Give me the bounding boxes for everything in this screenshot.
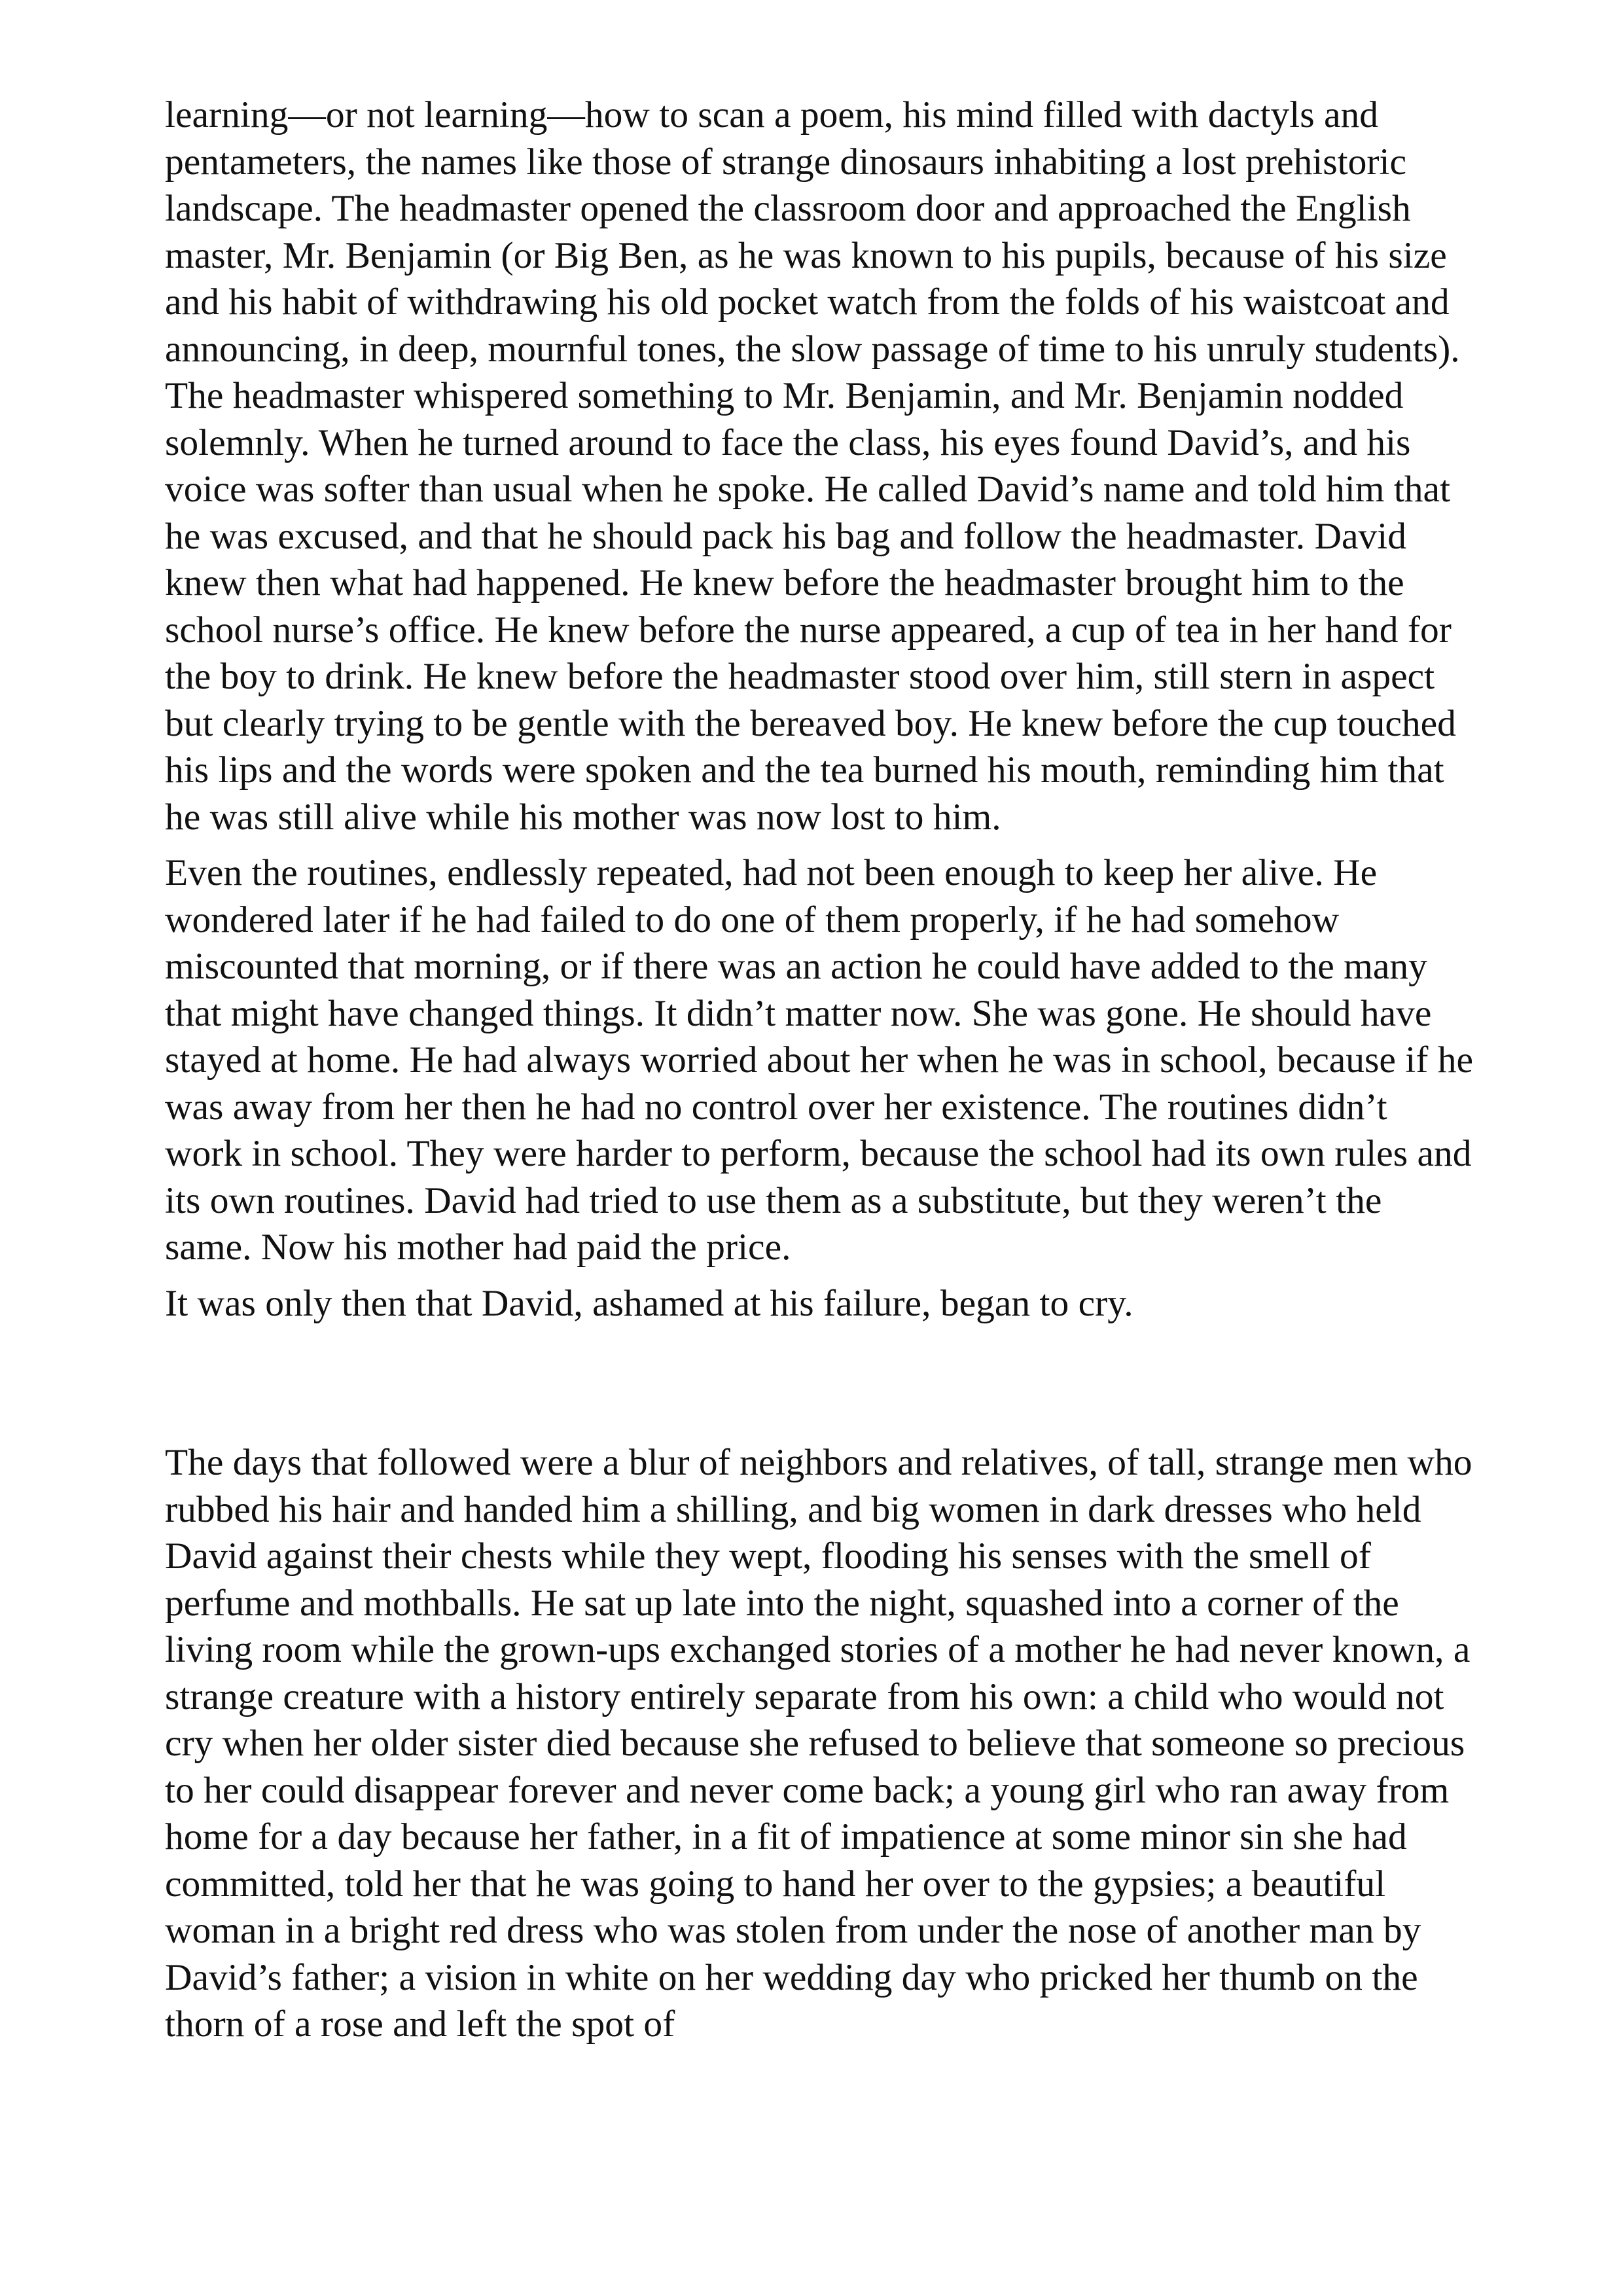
paragraph-4: The days that followed were a blur of neighbors and relatives, of tall, strange men who rubbed his hair and handed him a shilling, and big women in dark dresses who held David against their chests while they wept, flooding his senses with the smell of perfume and mothballs. He sat up late into the night, squashed into a corner of the living room while the grown-ups exchanged stories of a mother he had never known, a strange creature with a history entirely separate from his own: a child who would not cry when her older sister died because she refused to believe that someone so precious to her could disappear forever and never come back; a young girl who ran away from home for a day because her father, in a fit of impatience at some minor sin she had committed, told her that he was going to hand her over to the gypsies; a beautiful woman in a bright red dress who was stolen from under the nose of another man by David’s father; a vision in white on her wedding day who pricked her thumb on the thorn of a rose and left the spot of [165,1442,1472,2045]
body-text [165,92,1474,2057]
paragraph-1: learning—or not learning—how to scan a poem, his mind filled with dactyls and pentameters, the names like those of strange dinosaurs inhabiting a lost prehistoric landscape. The headmaster opened the classroom door and approached the English master, Mr. Benjamin (or Big Ben, as he was known to his pupils, because of his size and his habit of withdrawing his old pocket watch from the folds of his waistcoat and announcing, in deep, mournful tones, the slow passage of time to his unruly students). The headmaster whispered something to Mr. Benjamin, and Mr. Benjamin nodded solemnly. When he turned around to face the class, his eyes found David’s, and his voice was softer than usual when he spoke. He called David’s name and told him that he was excused, and that he should pack his bag and follow the headmaster. David knew then what had happened. He knew before the headmaster brought him to the school nurse’s office. He knew before the nurse appeared, a cup of tea in her hand for the boy to drink. He knew before the headmaster stood over him, still stern in aspect but clearly trying to be gentle with the bereaved boy. He knew before the cup touched his lips and the words were spoken and the tea burned his mouth, reminding him that he was still alive while his mother was now lost to him. [165,94,1460,838]
paragraph-3: It was only then that David, ashamed at his failure, began to cry. [165,1282,1133,1324]
paragraph-2: Even the routines, endlessly repeated, had not been enough to keep her alive. He wondered later if he had failed to do one of them properly, if he had somehow miscounted that morning, or if there was an action he could have added to the many that might have changed things. It didn’t matter now. She was gone. He should have stayed at home. He had always worried about her when he was in school, because if he was away from her then he had no control over her existence. The routines didn’t work in school. They were harder to perform, because the school had its own rules and its own routines. David had tried to use them as a substitute, but they weren’t the same. Now his mother had paid the price. [165,852,1474,1268]
